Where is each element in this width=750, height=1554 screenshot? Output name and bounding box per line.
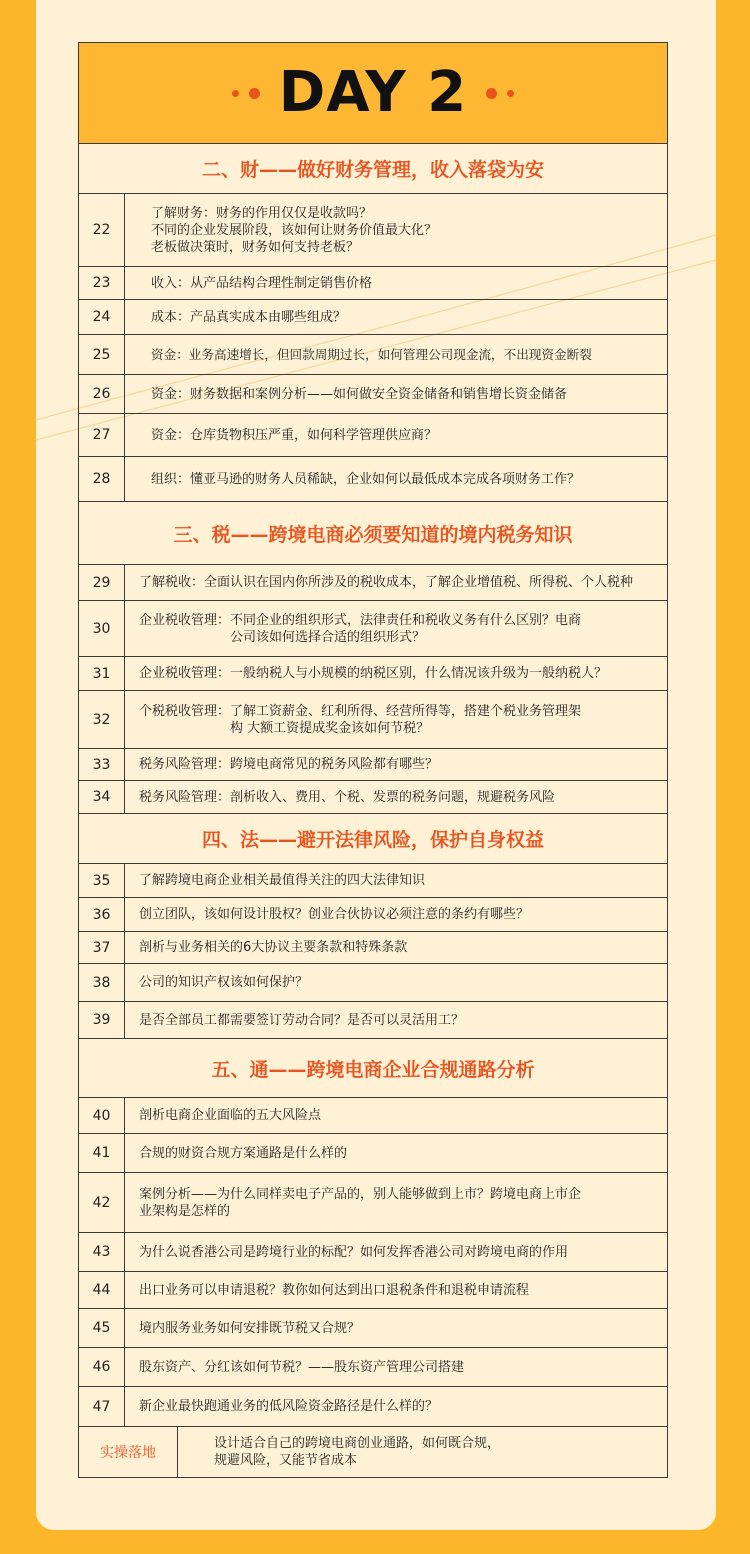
table-row <box>79 300 667 335</box>
row-number: 45 <box>79 1309 125 1347</box>
row-number: 35 <box>79 864 125 897</box>
row-number: 28 <box>79 457 125 501</box>
section-heading-law: 四、法——避开法律风险，保护自身权益 <box>79 814 667 864</box>
table-row <box>79 932 667 964</box>
table-row <box>79 1272 667 1309</box>
schedule-table <box>78 42 668 1478</box>
table-row <box>79 691 667 749</box>
row-text: 为什么说香港公司是跨境行业的标配？如何发挥香港公司对跨境电商的作用 <box>139 1244 569 1260</box>
section-heading-tax: 三、税——跨境电商必须要知道的境内税务知识 <box>79 502 667 565</box>
table-row <box>79 414 667 457</box>
table-row <box>79 194 667 267</box>
table-row <box>79 1173 667 1233</box>
row-text: 股东资产、分红该如何节税？——股东资产管理公司搭建 <box>139 1359 465 1375</box>
row-number: 31 <box>79 657 125 690</box>
row-text: 了解财务：财务的作用仅仅是收款吗？ 不同的企业发展阶段，该如何让财务价值最大化？ 老板做决策时，财务如何支持老板？ <box>151 205 438 255</box>
row-number: 38 <box>79 964 125 1001</box>
row-text: 资金：仓库货物积压严重，如何科学管理供应商？ <box>151 427 438 443</box>
table-row <box>79 964 667 1002</box>
table-row <box>79 1098 667 1134</box>
row-text: 案例分析——为什么同样卖电子产品的，别人能够做到上市？跨境电商上市企 业架构是怎样的 <box>139 1186 582 1219</box>
day-title: DAY 2 <box>278 60 468 125</box>
row-number: 43 <box>79 1233 125 1271</box>
row-text: 了解跨境电商企业相关最值得关注的四大法律知识 <box>139 873 426 888</box>
row-text: 企业税收管理：一般纳税人与小规模的纳税区别，什么情况该升级为一般纳税人？ <box>139 666 608 681</box>
row-text: 出口业务可以申请退税？教你如何达到出口退税条件和退税申请流程 <box>139 1282 530 1298</box>
row-number: 30 <box>79 601 125 656</box>
practice-row <box>79 1427 667 1478</box>
row-number: 32 <box>79 691 125 748</box>
row-text: 了解税收：全面认识在国内你所涉及的税收成本，了解企业增值税、所得税、个人税种 <box>139 575 634 590</box>
row-number: 42 <box>79 1173 125 1232</box>
table-row <box>79 1348 667 1387</box>
table-row <box>79 898 667 932</box>
table-row <box>79 864 667 898</box>
day-header <box>79 42 667 144</box>
table-row <box>79 457 667 502</box>
row-text: 合规的财资合规方案通路是什么样的 <box>139 1145 348 1161</box>
row-number: 29 <box>79 565 125 600</box>
row-text: 境内服务业务如何安排既节税又合规？ <box>139 1320 361 1336</box>
row-text: 公司的知识产权该如何保护？ <box>139 975 309 990</box>
table-row <box>79 375 667 414</box>
table-row <box>79 749 667 781</box>
table-row <box>79 335 667 375</box>
table-row <box>79 565 667 601</box>
row-number: 34 <box>79 781 125 813</box>
table-row <box>79 1309 667 1348</box>
row-number: 27 <box>79 414 125 456</box>
row-text: 组织：懂亚马逊的财务人员稀缺，企业如何以最低成本完成各项财务工作？ <box>151 471 581 487</box>
row-number: 33 <box>79 749 125 780</box>
row-text: 是否全部员工都需要签订劳动合同？是否可以灵活用工？ <box>139 1012 465 1028</box>
row-number: 36 <box>79 898 125 931</box>
row-text: 个税税收管理：了解工资薪金、红利所得、经营所得等，搭建个税业务管理架 构 大额工资提成奖金该如何节税？ <box>139 703 582 736</box>
row-number: 46 <box>79 1348 125 1386</box>
row-number: 47 <box>79 1387 125 1426</box>
practice-text: 设计适合自己的跨境电商创业通路，如何既合规， 规避风险，又能节省成本 <box>214 1436 501 1468</box>
row-text: 税务风险管理：剖析收入、费用、个税、发票的税务问题，规避税务风险 <box>139 789 556 805</box>
row-text: 创立团队，该如何设计股权？创业合伙协议必须注意的条约有哪些？ <box>139 907 530 922</box>
row-text: 新企业最快跑通业务的低风险资金路径是什么样的？ <box>139 1399 439 1414</box>
table-row <box>79 1387 667 1427</box>
row-number: 41 <box>79 1134 125 1172</box>
row-text: 剖析与业务相关的6大协议主要条款和特殊条款 <box>139 940 408 955</box>
practice-label: 实操落地 <box>79 1427 178 1477</box>
row-number: 22 <box>79 194 125 266</box>
row-number: 40 <box>79 1098 125 1133</box>
row-number: 25 <box>79 335 125 374</box>
section-heading-channel: 五、通——跨境电商企业合规通路分析 <box>79 1039 667 1098</box>
row-text: 资金：业务高速增长，但回款周期过长，如何管理公司现金流，不出现资金断裂 <box>151 347 592 362</box>
row-number: 44 <box>79 1272 125 1308</box>
table-row <box>79 1233 667 1272</box>
row-text: 企业税收管理：不同企业的组织形式，法律责任和税收义务有什么区别？电商 公司该如何选择合适的组织形式？ <box>139 612 582 645</box>
table-row <box>79 657 667 691</box>
row-text: 资金：财务数据和案例分析——如何做安全资金储备和销售增长资金储备 <box>151 386 568 402</box>
section-heading-finance: 二、财——做好财务管理，收入落袋为安 <box>79 144 667 194</box>
table-row <box>79 1134 667 1173</box>
decor-dots-left <box>227 88 265 99</box>
row-number: 39 <box>79 1002 125 1038</box>
row-text: 成本：产品真实成本由哪些组成？ <box>151 309 347 325</box>
table-row <box>79 781 667 814</box>
row-number: 26 <box>79 375 125 413</box>
row-number: 37 <box>79 932 125 963</box>
row-text: 剖析电商企业面临的五大风险点 <box>139 1108 322 1123</box>
row-text: 收入：从产品结构合理性制定销售价格 <box>151 275 373 291</box>
row-number: 24 <box>79 300 125 334</box>
table-row <box>79 1002 667 1039</box>
row-number: 23 <box>79 267 125 299</box>
table-row <box>79 267 667 300</box>
table-row <box>79 601 667 657</box>
row-text: 税务风险管理：跨境电商常见的税务风险都有哪些？ <box>139 757 439 772</box>
decor-dots-right <box>481 88 519 99</box>
